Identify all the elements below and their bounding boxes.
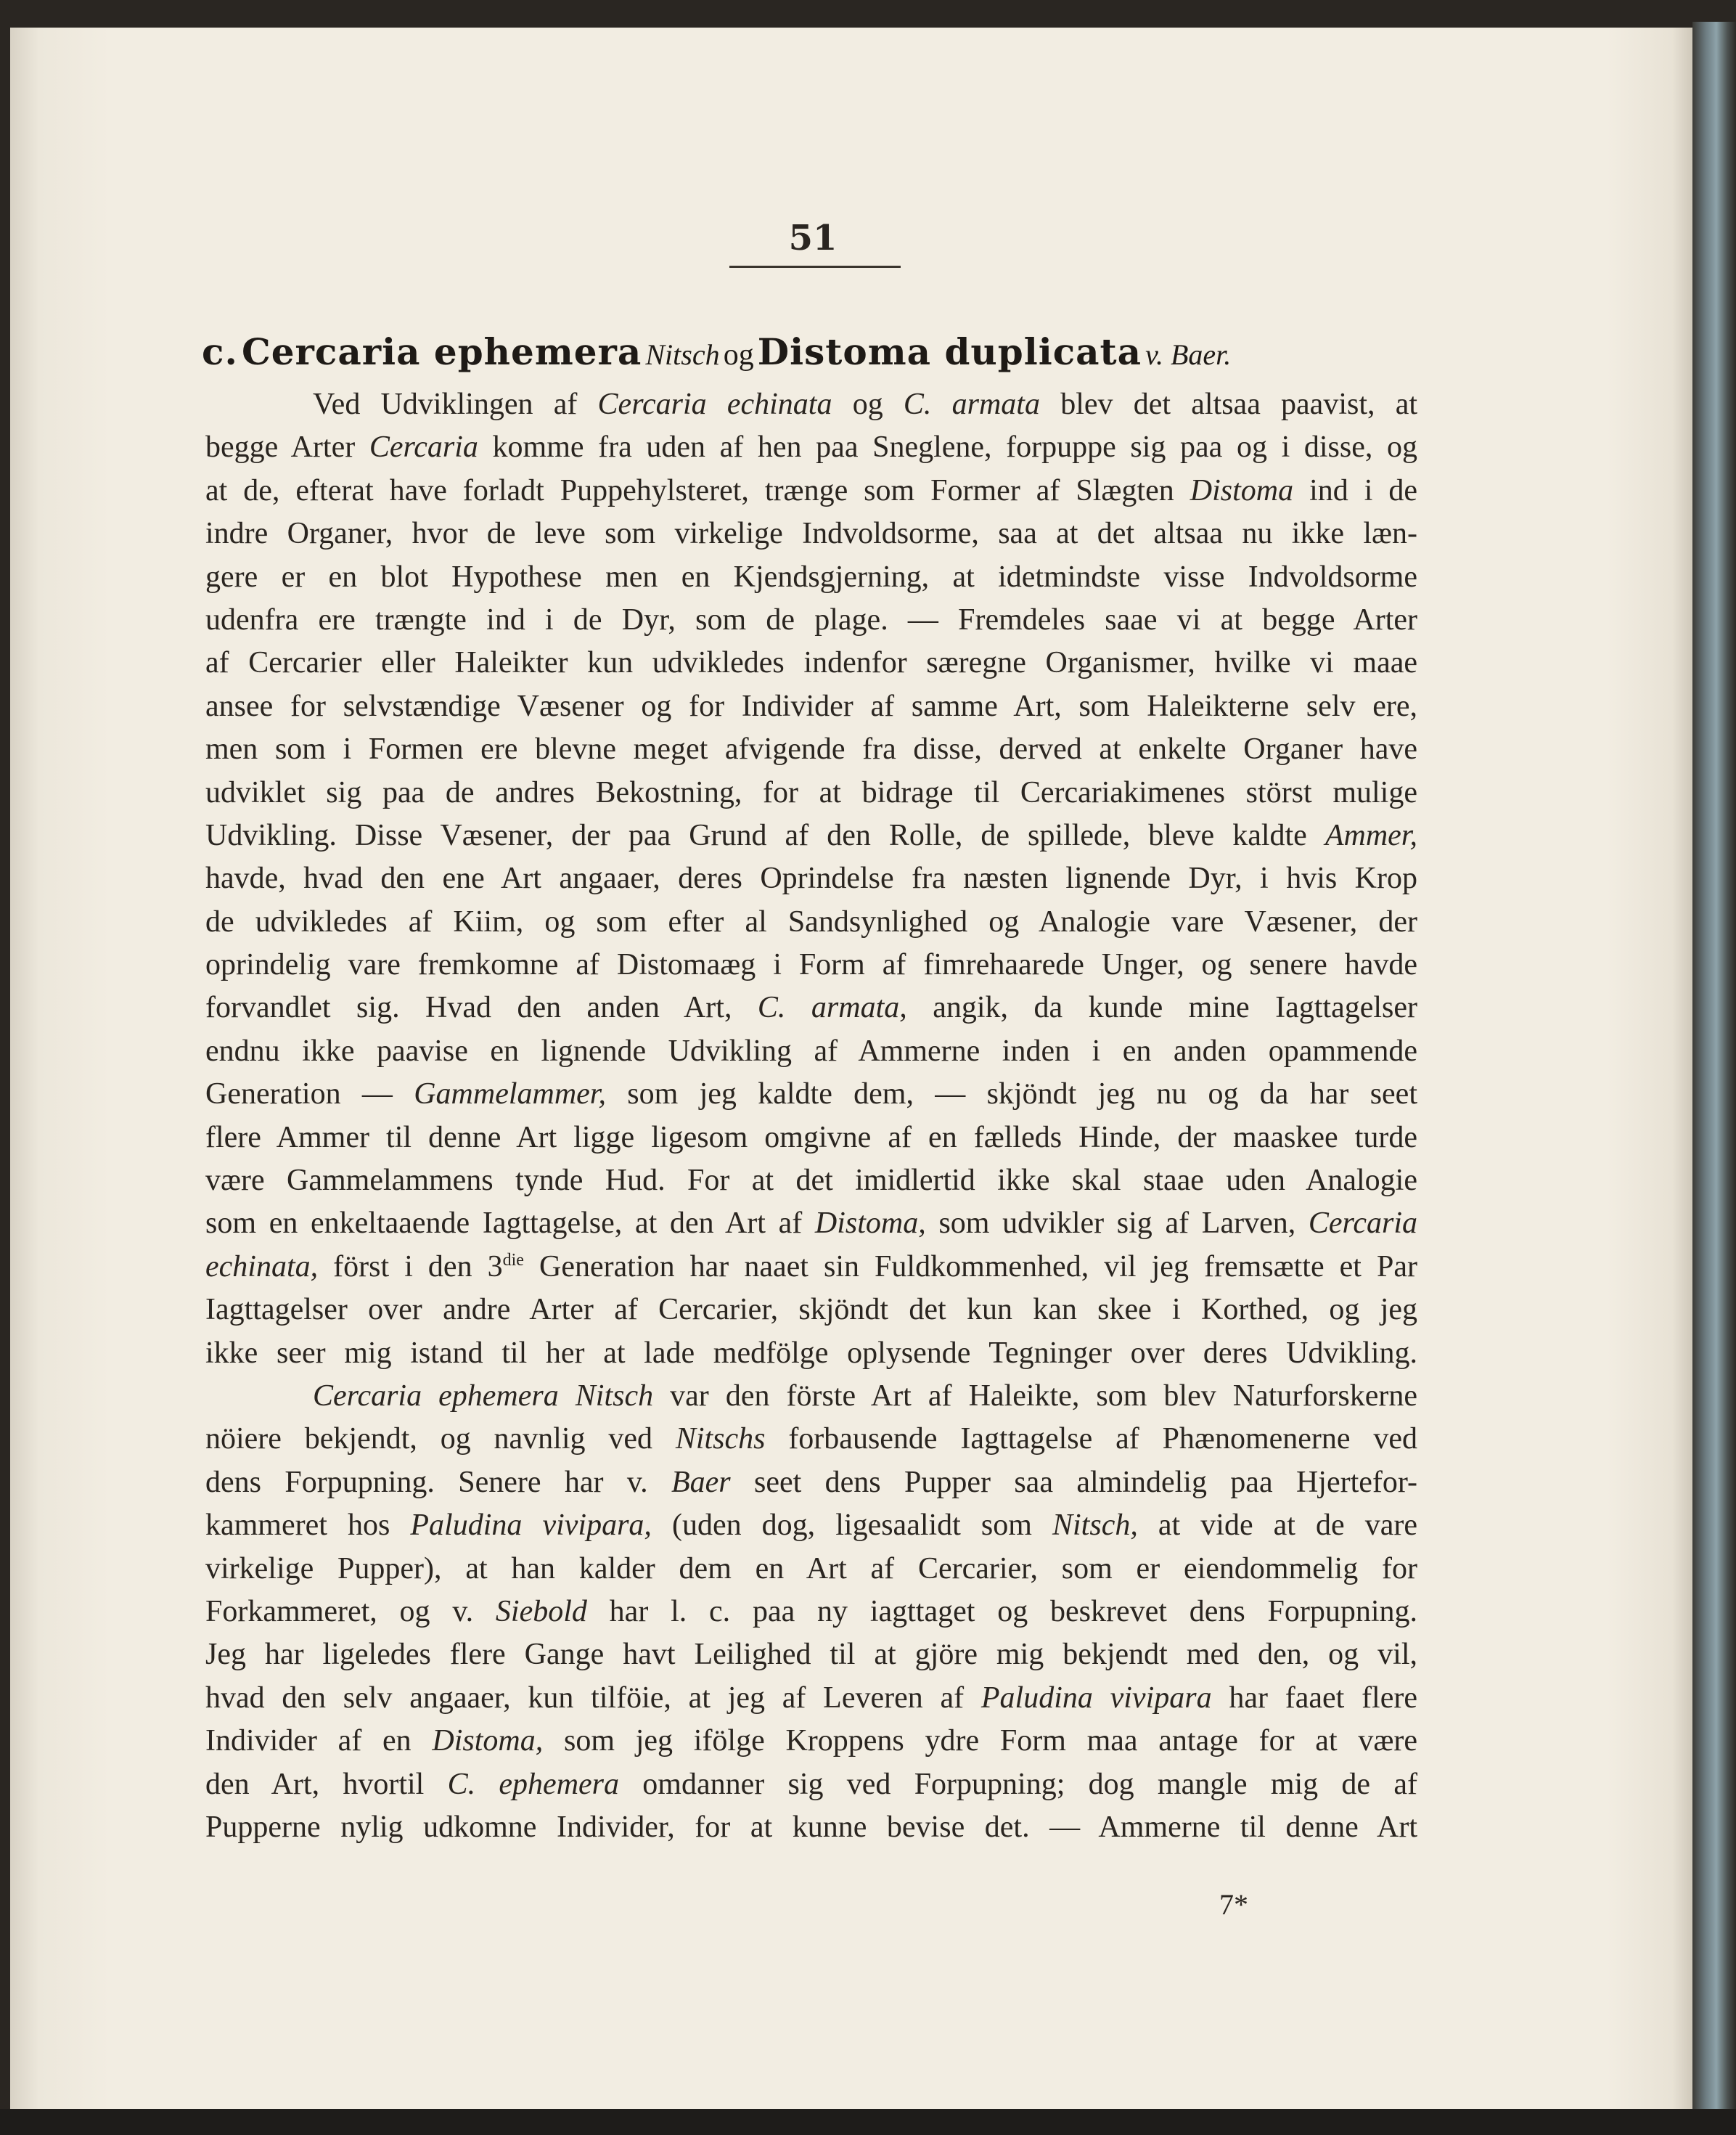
text-segment: komme fra uden af hen paa Sneglene, forpuppe sig paa og i disse, og — [478, 430, 1417, 465]
text-segment: Paludina vivipara — [980, 1681, 1212, 1715]
text-segment: Jeg har ligeledes flere Gange havt Leilighed til at gjöre mig bekjendt med den, og vil, — [205, 1638, 1417, 1672]
text-segment: har faaet flere — [1211, 1681, 1417, 1715]
heading-label: c. — [202, 330, 238, 373]
text-segment: oprindelig vare fremkomne af Distomaæg i Form af fimrehaarede Unger, og senere havde — [205, 948, 1417, 982]
text-segment: af Cercarier eller Haleikter kun udvikledes indenfor særegne Organismer, hvilke vi maae — [205, 646, 1417, 680]
text-line — [205, 556, 1417, 599]
text-segment: Baer — [671, 1465, 731, 1499]
text-segment: den Art, hvortil — [205, 1767, 448, 1801]
text-segment: ikke seer mig istand til her at lade medfölge oplysende Tegninger over deres Udvikling. — [205, 1336, 1417, 1370]
text-segment: og — [832, 388, 904, 421]
text-line — [205, 1504, 1417, 1547]
text-segment: angik, da kunde mine Iagttagelser — [906, 991, 1417, 1025]
text-line — [205, 685, 1417, 728]
text-line — [205, 1246, 1417, 1289]
text-segment: seet dens Pupper saa almindelig paa Hjertefor- — [730, 1465, 1417, 1499]
text-segment: men som i Formen ere blevne meget afvigende fra disse, derved at enkelte Organer have — [205, 732, 1417, 767]
text-line — [205, 857, 1417, 900]
text-segment: omdanner sig ved Forpupning; dog mangle mig de af — [619, 1767, 1417, 1801]
text-line — [205, 1633, 1417, 1676]
text-segment: Distoma, — [814, 1207, 926, 1241]
text-segment: forvandlet sig. Hvad den anden Art, — [205, 991, 758, 1025]
text-line — [205, 1548, 1417, 1591]
text-line — [205, 772, 1417, 815]
text-segment: udenfra ere trængte ind i de Dyr, som de plage. — Fremdeles saae vi at begge Arter — [205, 603, 1417, 637]
section-heading — [202, 330, 1392, 373]
text-segment: Ved Udviklingen af — [313, 388, 598, 421]
text-segment: ind i de — [1293, 473, 1417, 507]
page-number: 51 — [788, 218, 838, 258]
heading-author-1: Nitsch — [645, 338, 720, 371]
text-segment: være Gammelammens tynde Hud. For at det imidlertid ikke skal staae uden Analogie — [205, 1164, 1417, 1198]
text-segment: som jeg kaldte dem, — skjöndt jeg nu og da har seet — [606, 1077, 1417, 1111]
text-segment: endnu ikke paavise en lignende Udvikling af Ammerne inden i en anden opammende — [205, 1034, 1417, 1068]
text-segment: Ammer, — [1324, 818, 1417, 852]
text-segment: Cercaria — [369, 430, 478, 465]
text-line — [205, 1117, 1417, 1159]
text-line — [205, 1591, 1417, 1633]
text-segment: blev det altsaa paavist, at — [1039, 388, 1417, 421]
text-segment: havde, hvad den ene Art angaaer, deres Oprindelse fra næsten lignende Dyr, i hvis Krop — [205, 862, 1417, 896]
book-spine-edge — [1692, 22, 1736, 2112]
heading-species-2: Distoma duplicata — [757, 330, 1142, 373]
text-line — [205, 1720, 1417, 1763]
text-segment: nöiere bekjendt, og navnlig ved — [205, 1422, 676, 1456]
text-line — [205, 513, 1417, 555]
text-segment: som jeg ifölge Kroppens ydre Form maa antage for at være — [543, 1724, 1417, 1758]
text-segment: forbausende Iagttagelse af Phænomenerne ved — [765, 1422, 1417, 1456]
text-segment: var den förste Art af Haleikte, som blev Naturforskerne — [653, 1379, 1417, 1413]
text-line — [205, 1806, 1417, 1849]
text-segment: Gammelammer, — [414, 1077, 606, 1111]
text-segment: Forkammeret, og v. — [205, 1594, 496, 1628]
text-segment: echinata, — [205, 1249, 319, 1283]
text-segment: Iagttagelser over andre Arter af Cercarier, skjöndt det kun kan skee i Korthed, og jeg — [205, 1293, 1417, 1327]
text-segment: hvad den selv angaaer, kun tilföie, at jeg af Leveren af — [205, 1681, 981, 1715]
text-segment: Generation — — [205, 1077, 414, 1111]
text-line — [205, 901, 1417, 944]
signature-mark: 7* — [1219, 1888, 1248, 1921]
text-line — [205, 383, 1417, 426]
text-segment: som en enkeltaaende Iagttagelse, at den Art af — [205, 1207, 815, 1241]
text-segment: Distoma — [1190, 473, 1294, 507]
page-number-rule — [729, 266, 901, 268]
text-line — [205, 1202, 1417, 1245]
text-segment: C. armata — [903, 388, 1040, 421]
text-segment: Nitsch, — [1052, 1509, 1138, 1543]
text-segment: gere er en blot Hypothese men en Kjendsgjerning, at idetmindste visse Indvoldsorme — [205, 560, 1417, 594]
text-segment: (uden dog, ligesaalidt som — [651, 1509, 1052, 1543]
text-line — [205, 426, 1417, 469]
text-line — [205, 599, 1417, 642]
text-segment: Pupperne nylig udkomne Individer, for at kunne bevise det. — Ammerne til denne Art — [205, 1810, 1417, 1844]
text-segment: dens Forpupning. Senere har v. — [205, 1465, 671, 1499]
text-line — [205, 815, 1417, 857]
text-segment: Siebold — [495, 1594, 587, 1628]
text-segment: virkelige Pupper), at han kalder dem en Art af Cercarier, som er eiendommelig for — [205, 1551, 1417, 1585]
text-line — [205, 1332, 1417, 1375]
text-segment: ansee for selvstændige Væsener og for Individer af samme Art, som Haleikterne selv ere, — [205, 689, 1417, 723]
text-segment: som udvikler sig af Larven, — [925, 1207, 1309, 1241]
text-segment: udviklet sig paa de andres Bekostning, for at bidrage til Cercariakimenes störst mulige — [205, 775, 1417, 809]
text-line — [205, 470, 1417, 513]
text-segment: at de, efterat have forladt Puppehylsteret, trænge som Former af Slægten — [205, 473, 1190, 507]
text-segment: die — [502, 1250, 524, 1270]
text-line — [205, 1763, 1417, 1806]
text-segment: Udvikling. Disse Væsener, der paa Grund af den Rolle, de spillede, bleve kaldte — [205, 818, 1325, 852]
text-segment: Generation har naaet sin Fuldkommenhed, vil jeg fremsætte et Par — [523, 1249, 1417, 1283]
text-segment: C. ephemera — [447, 1767, 620, 1801]
text-segment: kammeret hos — [205, 1509, 411, 1543]
text-line — [205, 642, 1417, 685]
text-segment: Paludina vivipara, — [410, 1509, 652, 1543]
text-segment: C. armata, — [757, 991, 907, 1025]
text-line — [205, 1418, 1417, 1461]
text-segment: Cercaria echinata — [597, 388, 832, 421]
text-segment: de udvikledes af Kiim, og som efter al Sandsynlighed og Analogie vare Væsener, der — [205, 905, 1417, 939]
bottom-edge — [0, 2109, 1736, 2135]
text-line — [205, 1461, 1417, 1504]
text-segment: har l. c. paa ny iagttaget og beskrevet dens Forpupning. — [586, 1594, 1417, 1628]
text-segment: flere Ammer til denne Art ligge ligesom omgivne af en fælleds Hinde, der maaskee turde — [205, 1120, 1417, 1154]
heading-author-2: v. Baer. — [1145, 338, 1232, 371]
text-segment: begge Arter — [205, 430, 369, 465]
text-line — [205, 987, 1417, 1029]
text-segment: Cercaria ephemera Nitsch — [313, 1379, 654, 1413]
text-line — [205, 1030, 1417, 1073]
text-line — [205, 1375, 1417, 1418]
heading-connector: og — [723, 338, 754, 372]
text-segment: Cercaria — [1308, 1207, 1417, 1241]
text-line — [205, 1159, 1417, 1202]
text-line — [205, 944, 1417, 987]
body-text — [205, 383, 1417, 1849]
text-segment: Nitschs — [675, 1422, 766, 1456]
heading-species-1: Cercaria ephemera — [241, 330, 642, 373]
text-segment: Distoma, — [432, 1724, 544, 1758]
text-line — [205, 1073, 1417, 1116]
text-segment: Individer af en — [205, 1724, 433, 1758]
text-segment: indre Organer, hvor de leve som virkelige Indvoldsorme, saa at det altsaa nu ikke læn- — [205, 517, 1417, 551]
text-line — [205, 1289, 1417, 1331]
text-line — [205, 1677, 1417, 1720]
text-line — [205, 728, 1417, 771]
text-segment: at vide at de vare — [1137, 1509, 1417, 1543]
text-segment: först i den 3 — [318, 1249, 503, 1283]
